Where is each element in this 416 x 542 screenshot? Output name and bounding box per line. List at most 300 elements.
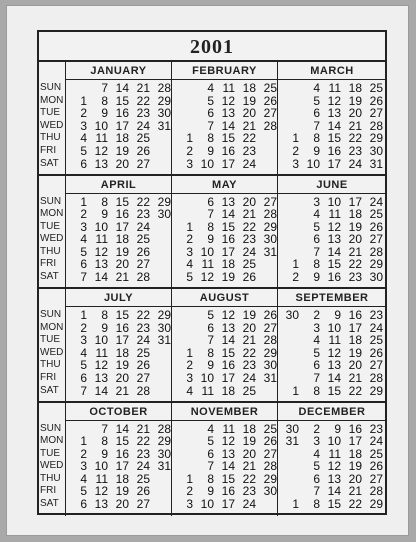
date-cell: 2 — [80, 320, 87, 335]
date-cell: 1 — [186, 131, 193, 146]
date-cell — [172, 322, 193, 335]
date-cell — [150, 385, 171, 398]
date-cell: 16 — [221, 484, 235, 499]
date-cell: 26 — [136, 143, 150, 158]
date-cell: 27 — [136, 497, 150, 512]
date-cell: 17 — [348, 434, 362, 449]
date-cell: 27 — [263, 446, 277, 461]
date-cell: 1 — [80, 194, 87, 209]
week-row — [278, 158, 386, 171]
date-cell: 4 — [80, 345, 87, 360]
date-cell: 28 — [263, 207, 277, 222]
quarter-row — [39, 403, 385, 517]
date-cell: 12 — [94, 244, 108, 259]
date-cell: 7 — [80, 383, 87, 398]
weekday-label: TUE — [40, 334, 60, 346]
weekday-label: SAT — [40, 384, 59, 396]
weekday-label: SUN — [40, 422, 62, 434]
date-cell: 14 — [327, 370, 341, 385]
weekday-label: MON — [40, 435, 64, 447]
date-cell: 13 — [94, 497, 108, 512]
date-cell: 7 — [207, 118, 214, 133]
date-cell: 16 — [221, 358, 235, 373]
date-cell — [278, 359, 299, 372]
week-row — [66, 309, 171, 322]
week-row — [172, 498, 277, 511]
date-cell: 17 — [221, 244, 235, 259]
date-cell — [66, 82, 87, 95]
date-cell: 21 — [136, 421, 150, 436]
date-cell: 5 — [313, 93, 320, 108]
month-date-grid — [278, 423, 386, 511]
date-cell: 7 — [313, 244, 320, 259]
date-cell: 3 — [186, 370, 193, 385]
date-cell: 29 — [263, 219, 277, 234]
date-cell — [256, 258, 277, 271]
quarter-row — [39, 176, 385, 290]
month-name: JANUARY — [66, 62, 171, 80]
date-cell: 15 — [115, 308, 129, 322]
date-cell — [278, 334, 299, 347]
date-cell: 6 — [80, 497, 87, 512]
week-row — [66, 435, 171, 448]
date-cell: 14 — [221, 207, 235, 222]
date-cell: 30 — [369, 143, 383, 158]
date-cell: 29 — [369, 257, 383, 272]
date-cell: 13 — [327, 232, 341, 247]
date-cell: 6 — [207, 106, 214, 121]
week-row — [278, 385, 386, 398]
date-cell — [278, 196, 299, 209]
date-cell: 19 — [115, 143, 129, 158]
date-cell: 23 — [348, 143, 362, 158]
date-cell: 31 — [263, 244, 277, 259]
month-date-grid — [66, 196, 171, 284]
date-cell: 4 — [186, 383, 193, 398]
weekday-label: SAT — [40, 271, 59, 283]
date-cell: 19 — [242, 308, 256, 322]
month-date-grid — [172, 309, 277, 397]
month-date-grid — [278, 82, 386, 170]
week-row — [172, 385, 277, 398]
date-cell: 27 — [369, 358, 383, 373]
date-cell: 7 — [313, 118, 320, 133]
week-row — [66, 385, 171, 398]
date-cell: 13 — [94, 156, 108, 171]
date-cell: 28 — [369, 484, 383, 499]
date-cell: 6 — [313, 106, 320, 121]
month-date-grid — [278, 309, 386, 397]
week-row — [66, 107, 171, 120]
date-cell: 12 — [327, 459, 341, 474]
date-cell: 11 — [95, 131, 108, 146]
date-cell: 26 — [369, 459, 383, 474]
date-cell: 24 — [369, 320, 383, 335]
date-cell: 9 — [207, 358, 214, 373]
quarter-row — [39, 289, 385, 403]
month-date-grid — [278, 196, 386, 284]
date-cell: 9 — [207, 143, 214, 158]
weekday-column — [39, 309, 65, 399]
date-cell: 15 — [221, 219, 235, 234]
date-cell: 22 — [348, 131, 362, 146]
date-cell: 8 — [101, 194, 108, 209]
date-cell: 26 — [369, 345, 383, 360]
date-cell: 23 — [136, 446, 150, 461]
date-cell: 17 — [115, 219, 129, 234]
month-name: MARCH — [278, 62, 386, 80]
weekday-label: THU — [40, 245, 61, 257]
date-cell: 7 — [207, 459, 214, 474]
date-cell: 2 — [313, 421, 320, 436]
weekday-label: WED — [40, 346, 64, 358]
date-cell: 9 — [101, 106, 108, 121]
date-cell — [278, 208, 299, 221]
date-cell — [278, 460, 299, 473]
month-name: NOVEMBER — [172, 403, 277, 421]
weekday-column — [39, 196, 65, 286]
date-cell — [150, 132, 171, 145]
date-cell: 22 — [136, 434, 150, 449]
date-cell: 3 — [80, 333, 87, 348]
week-row — [172, 435, 277, 448]
date-cell: 11 — [201, 257, 214, 272]
date-cell: 19 — [242, 434, 256, 449]
date-cell — [278, 95, 299, 108]
date-cell: 23 — [136, 320, 150, 335]
date-cell: 21 — [115, 270, 129, 285]
date-cell: 13 — [327, 471, 341, 486]
date-cell: 31 — [369, 156, 383, 171]
weekday-label: TUE — [40, 107, 60, 119]
date-cell: 28 — [157, 421, 171, 436]
date-cell: 23 — [369, 308, 383, 322]
date-cell: 13 — [221, 446, 235, 461]
date-cell: 6 — [207, 446, 214, 461]
date-cell — [150, 233, 171, 246]
date-cell: 16 — [348, 308, 362, 322]
date-cell: 15 — [327, 131, 341, 146]
date-cell: 17 — [115, 459, 129, 474]
date-cell — [150, 145, 171, 158]
date-cell: 19 — [348, 459, 362, 474]
month-block-january — [66, 62, 171, 172]
date-cell: 3 — [80, 459, 87, 474]
date-cell — [278, 473, 299, 486]
date-cell — [256, 385, 277, 398]
date-cell: 9 — [207, 484, 214, 499]
date-cell: 15 — [327, 383, 341, 398]
date-cell: 4 — [313, 333, 320, 348]
date-cell: 12 — [327, 219, 341, 234]
date-cell: 22 — [242, 471, 256, 486]
date-cell: 13 — [94, 257, 108, 272]
week-row — [278, 208, 386, 221]
date-cell: 5 — [313, 345, 320, 360]
date-cell: 18 — [221, 383, 235, 398]
week-row — [278, 372, 386, 385]
date-cell — [172, 196, 193, 209]
date-cell: 10 — [200, 497, 214, 512]
month-date-grid — [66, 309, 171, 397]
date-cell: 21 — [242, 333, 256, 348]
date-cell — [150, 221, 171, 234]
date-cell: 20 — [242, 106, 256, 121]
date-cell: 8 — [207, 131, 214, 146]
date-cell: 25 — [369, 81, 383, 95]
date-cell: 26 — [369, 219, 383, 234]
date-cell: 8 — [313, 131, 320, 146]
date-cell — [150, 498, 171, 511]
date-cell: 8 — [207, 345, 214, 360]
date-cell: 9 — [313, 270, 320, 285]
week-row — [278, 145, 386, 158]
week-row — [172, 460, 277, 473]
date-cell: 24 — [136, 459, 150, 474]
date-cell: 9 — [334, 421, 341, 436]
date-cell: 28 — [263, 118, 277, 133]
date-cell — [150, 271, 171, 284]
date-cell: 7 — [313, 370, 320, 385]
date-cell: 30 — [157, 106, 171, 121]
date-cell: 24 — [242, 497, 256, 512]
date-cell: 24 — [242, 244, 256, 259]
date-cell: 20 — [348, 106, 362, 121]
date-cell: 15 — [221, 131, 235, 146]
date-cell: 14 — [327, 244, 341, 259]
date-cell: 31 — [157, 459, 171, 474]
date-cell: 18 — [242, 81, 256, 95]
date-cell: 23 — [136, 207, 150, 222]
date-cell: 16 — [115, 106, 129, 121]
date-cell: 28 — [263, 459, 277, 474]
date-cell — [278, 322, 299, 335]
date-cell: 8 — [207, 219, 214, 234]
date-cell: 8 — [313, 383, 320, 398]
month-name: DECEMBER — [278, 403, 386, 421]
date-cell: 12 — [221, 434, 235, 449]
weekday-label: WED — [40, 119, 64, 131]
date-cell: 3 — [313, 320, 320, 335]
date-cell: 18 — [348, 333, 362, 348]
week-row — [278, 498, 386, 511]
date-cell — [172, 435, 193, 448]
date-cell: 15 — [221, 471, 235, 486]
date-cell — [172, 460, 193, 473]
date-cell: 26 — [136, 484, 150, 499]
date-cell: 26 — [369, 93, 383, 108]
date-cell: 10 — [200, 370, 214, 385]
week-row — [278, 82, 386, 95]
date-cell: 10 — [94, 219, 108, 234]
date-cell: 27 — [263, 106, 277, 121]
date-cell: 18 — [221, 257, 235, 272]
date-cell — [278, 107, 299, 120]
month-name: FEBRUARY — [172, 62, 277, 80]
week-row — [172, 309, 277, 322]
date-cell — [278, 221, 299, 234]
date-cell: 22 — [242, 345, 256, 360]
date-cell: 20 — [115, 370, 129, 385]
date-cell: 7 — [207, 333, 214, 348]
date-cell: 3 — [80, 219, 87, 234]
date-cell: 2 — [80, 446, 87, 461]
date-cell: 3 — [186, 156, 193, 171]
date-cell: 4 — [313, 446, 320, 461]
date-cell: 18 — [348, 446, 362, 461]
date-cell: 19 — [115, 244, 129, 259]
date-cell: 26 — [263, 434, 277, 449]
date-cell: 17 — [115, 118, 129, 133]
date-cell — [172, 309, 193, 322]
date-cell: 30 — [285, 308, 299, 322]
date-cell: 4 — [80, 471, 87, 486]
week-row — [278, 233, 386, 246]
date-cell: 1 — [186, 471, 193, 486]
date-cell: 1 — [80, 308, 87, 322]
date-cell: 3 — [292, 156, 299, 171]
date-cell: 7 — [101, 81, 108, 95]
date-cell: 31 — [285, 434, 299, 449]
month-name: OCTOBER — [66, 403, 171, 421]
month-block-november — [172, 403, 277, 513]
date-cell: 5 — [80, 143, 87, 158]
date-cell: 10 — [94, 459, 108, 474]
weekday-label: WED — [40, 460, 64, 472]
date-cell: 17 — [348, 194, 362, 209]
date-cell: 20 — [115, 257, 129, 272]
date-cell: 14 — [94, 270, 108, 285]
month-block-december — [278, 403, 386, 513]
week-row — [172, 334, 277, 347]
date-cell: 6 — [313, 471, 320, 486]
date-cell: 14 — [221, 333, 235, 348]
date-cell: 2 — [186, 143, 193, 158]
date-cell: 28 — [369, 244, 383, 259]
date-cell: 16 — [115, 446, 129, 461]
date-cell — [150, 473, 171, 486]
date-cell: 1 — [292, 383, 299, 398]
date-cell: 13 — [221, 320, 235, 335]
month-date-grid — [172, 196, 277, 284]
date-cell: 17 — [221, 370, 235, 385]
date-cell: 29 — [263, 471, 277, 486]
weekday-label: FRI — [40, 485, 57, 497]
date-cell: 19 — [115, 358, 129, 373]
weekday-label: SUN — [40, 309, 62, 320]
week-row — [278, 460, 386, 473]
date-cell — [150, 347, 171, 360]
date-cell — [278, 347, 299, 360]
date-cell: 22 — [348, 383, 362, 398]
weekday-label: TUE — [40, 220, 60, 232]
date-cell: 23 — [242, 358, 256, 373]
date-cell: 18 — [115, 471, 129, 486]
date-cell: 5 — [207, 434, 214, 449]
date-cell: 27 — [369, 106, 383, 121]
date-cell: 10 — [94, 118, 108, 133]
date-cell: 19 — [115, 484, 129, 499]
date-cell — [278, 448, 299, 461]
week-row — [66, 82, 171, 95]
date-cell: 11 — [222, 421, 235, 436]
date-cell: 7 — [80, 270, 87, 285]
date-cell: 15 — [115, 194, 129, 209]
calendar-year-title: 2001 — [39, 32, 385, 62]
date-cell: 27 — [369, 471, 383, 486]
date-cell: 27 — [369, 232, 383, 247]
date-cell: 27 — [263, 320, 277, 335]
date-cell: 13 — [94, 370, 108, 385]
date-cell — [256, 498, 277, 511]
date-cell: 3 — [186, 244, 193, 259]
date-cell: 10 — [200, 244, 214, 259]
date-cell: 5 — [186, 270, 193, 285]
date-cell: 9 — [313, 143, 320, 158]
date-cell: 17 — [327, 156, 341, 171]
date-cell: 3 — [186, 497, 193, 512]
date-cell: 17 — [348, 320, 362, 335]
week-row — [172, 107, 277, 120]
date-cell: 17 — [221, 156, 235, 171]
date-cell: 28 — [136, 270, 150, 285]
date-cell: 12 — [94, 484, 108, 499]
date-cell: 11 — [95, 232, 108, 247]
date-cell: 21 — [242, 118, 256, 133]
date-cell: 21 — [348, 244, 362, 259]
date-cell: 20 — [242, 320, 256, 335]
calendar-card — [6, 5, 409, 536]
date-cell: 16 — [327, 143, 341, 158]
date-cell: 11 — [328, 207, 341, 222]
date-cell: 22 — [348, 257, 362, 272]
date-cell: 1 — [80, 434, 87, 449]
date-cell — [256, 271, 277, 284]
week-row — [66, 233, 171, 246]
month-block-march — [278, 62, 386, 172]
date-cell — [172, 448, 193, 461]
date-cell: 16 — [115, 207, 129, 222]
date-cell: 1 — [292, 497, 299, 512]
date-cell — [256, 145, 277, 158]
month-block-february — [172, 62, 277, 172]
weekday-label: MON — [40, 208, 64, 220]
date-cell — [150, 372, 171, 385]
date-cell: 1 — [186, 219, 193, 234]
date-cell: 9 — [101, 320, 108, 335]
date-cell — [150, 485, 171, 498]
date-cell: 24 — [369, 194, 383, 209]
date-cell: 13 — [221, 194, 235, 209]
weekday-label: SUN — [40, 82, 62, 93]
date-cell — [278, 233, 299, 246]
date-cell: 4 — [186, 257, 193, 272]
date-cell: 29 — [157, 93, 171, 108]
date-cell: 22 — [136, 308, 150, 322]
date-cell: 26 — [263, 308, 277, 322]
month-block-april — [66, 176, 171, 286]
weekday-label: THU — [40, 359, 61, 371]
date-cell: 11 — [95, 471, 108, 486]
date-cell: 2 — [80, 207, 87, 222]
date-cell — [172, 95, 193, 108]
date-cell: 26 — [136, 244, 150, 259]
date-cell: 16 — [115, 320, 129, 335]
week-row — [66, 271, 171, 284]
date-cell: 5 — [207, 93, 214, 108]
date-cell: 21 — [115, 383, 129, 398]
date-cell: 31 — [157, 333, 171, 348]
